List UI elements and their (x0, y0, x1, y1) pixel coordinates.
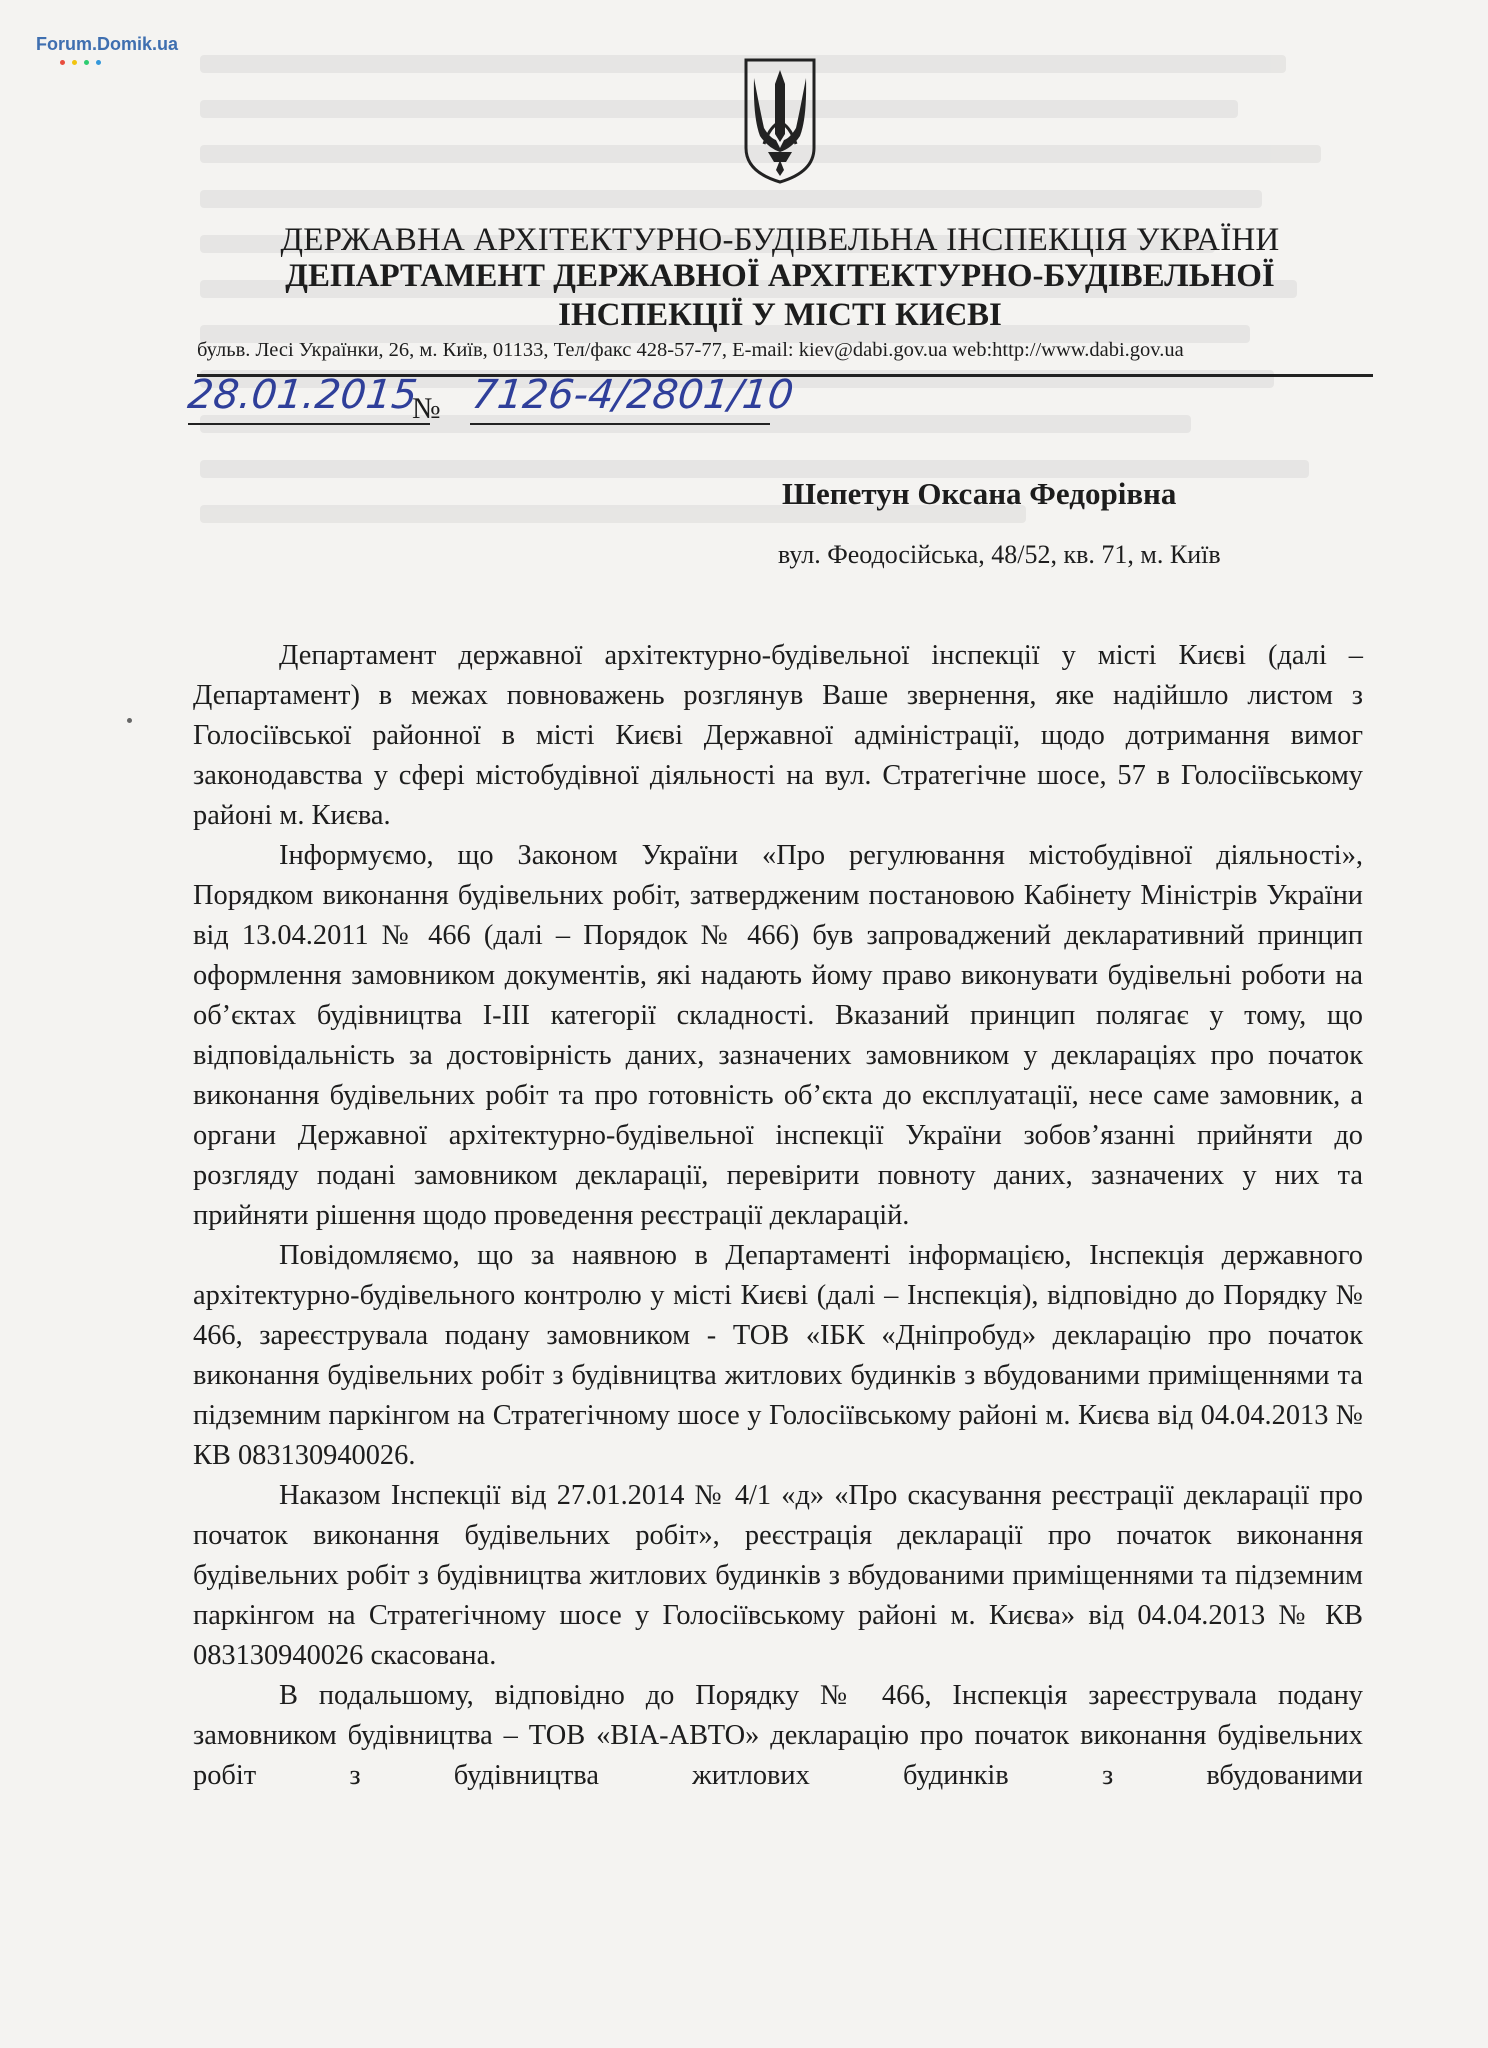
org-contacts: бульв. Лесі Українки, 26, м. Київ, 01133, Тел/факс 428-57-77, E-mail: kiev@dabi.gov.ua web:http://www.dabi.gov.ua (197, 339, 1184, 361)
addressee-address: вул. Феодосійська, 48/52, кв. 71, м. Київ (778, 540, 1221, 569)
org-name-line3: ІНСПЕКЦІЇ У МІСТІ КИЄВІ (558, 297, 1002, 333)
paragraph: Департамент державної архітектурно-будівельної інспекції у місті Києві (далі – Департамент) в межах повноважень розглянув Ваше звернення, яке надійшло листом з Голосіївської районної в місті Києві Державної адміністрації, щодо дотримання вимог законодавства у сфері містобудівної діяльності на вул. Стратегічне шосе, 57 в Голосіївському районі м. Києва. (193, 640, 1363, 831)
paragraph: Наказом Інспекції від 27.01.2014 № 4/1 «д» «Про скасування реєстрації декларації про початок виконання будівельних робіт», реєстрація декларації про початок виконання будівельних робіт з будівництва житлових будинків з вбудованими приміщеннями та підземним паркінгом на Стратегічному шосе у Голосіївському районі м. Києва» від 04.04.2013 № КВ 083130940026 скасована. (193, 1480, 1363, 1671)
date-underline (188, 423, 430, 425)
watermark-dot (72, 60, 77, 65)
paragraph: Повідомляємо, що за наявною в Департаменті інформацією, Інспекція державного архітектурно-будівельного контролю у місті Києві (далі – Інспекція), відповідно до Порядку № 466, зареєструвала подану замовником - ТОВ «ІБК «Дніпробуд» декларацію про початок виконання будівельних робіт з будівництва житлових будинків з вбудованими приміщеннями та підземним паркінгом на Стратегічному шосе у Голосіївському районі м. Києва від 04.04.2013 № КВ 083130940026. (193, 1240, 1363, 1471)
paragraph: В подальшому, відповідно до Порядку № 466, Інспекція зареєструвала подану замовником будівництва – ТОВ «ВІА-АВТО» декларацію про початок виконання будівельних робіт з будівництва житлових будинків з вбудованими (193, 1680, 1363, 1791)
scan-speck (127, 718, 132, 723)
watermark-dot (84, 60, 89, 65)
watermark-dot (60, 60, 65, 65)
org-name-line2: ДЕПАРТАМЕНТ ДЕРЖАВНОЇ АРХІТЕКТУРНО-БУДІВЕЛЬНОЇ (285, 258, 1275, 294)
addressee-name: Шепетун Оксана Федорівна (782, 476, 1177, 511)
registration-number: 7126-4/2801/10 (469, 372, 796, 418)
registration-number-label: № (412, 392, 441, 425)
org-name-line1: ДЕРЖАВНА АРХІТЕКТУРНО-БУДІВЕЛЬНА ІНСПЕКЦІЯ УКРАЇНИ (280, 222, 1280, 258)
number-underline (470, 423, 770, 425)
registration-date: 28.01.2015 (185, 372, 420, 418)
trident-coat-of-arms-icon (740, 56, 820, 186)
watermark-dots (60, 60, 101, 65)
paragraph: Інформуємо, що Законом України «Про регулювання містобудівної діяльності», Порядком виконання будівельних робіт, затвердженим постановою Кабінету Міністрів України від 13.04.2011 № 466 (далі – Порядок № 466) був запроваджений декларативний принцип оформлення замовником документів, які надають йому право виконувати будівельні роботи на об’єктах будівництва I-III категорії складності. Вказаний принцип полягає у тому, що відповідальність за достовірність даних, зазначених замовником у деклараціях про початок виконання будівельних робіт та про готовність об’єкта до експлуатації, несе саме замовник, а органи Державної архітектурно-будівельної інспекції України зобов’язанні прийняти до розгляду подані замовником декларації, перевірити повноту даних, зазначених у них та прийняти рішення щодо проведення реєстрації декларацій. (193, 840, 1363, 1231)
watermark-logo: Forum.Domik.ua (36, 34, 179, 54)
letter-body (193, 636, 1363, 1796)
watermark-dot (96, 60, 101, 65)
